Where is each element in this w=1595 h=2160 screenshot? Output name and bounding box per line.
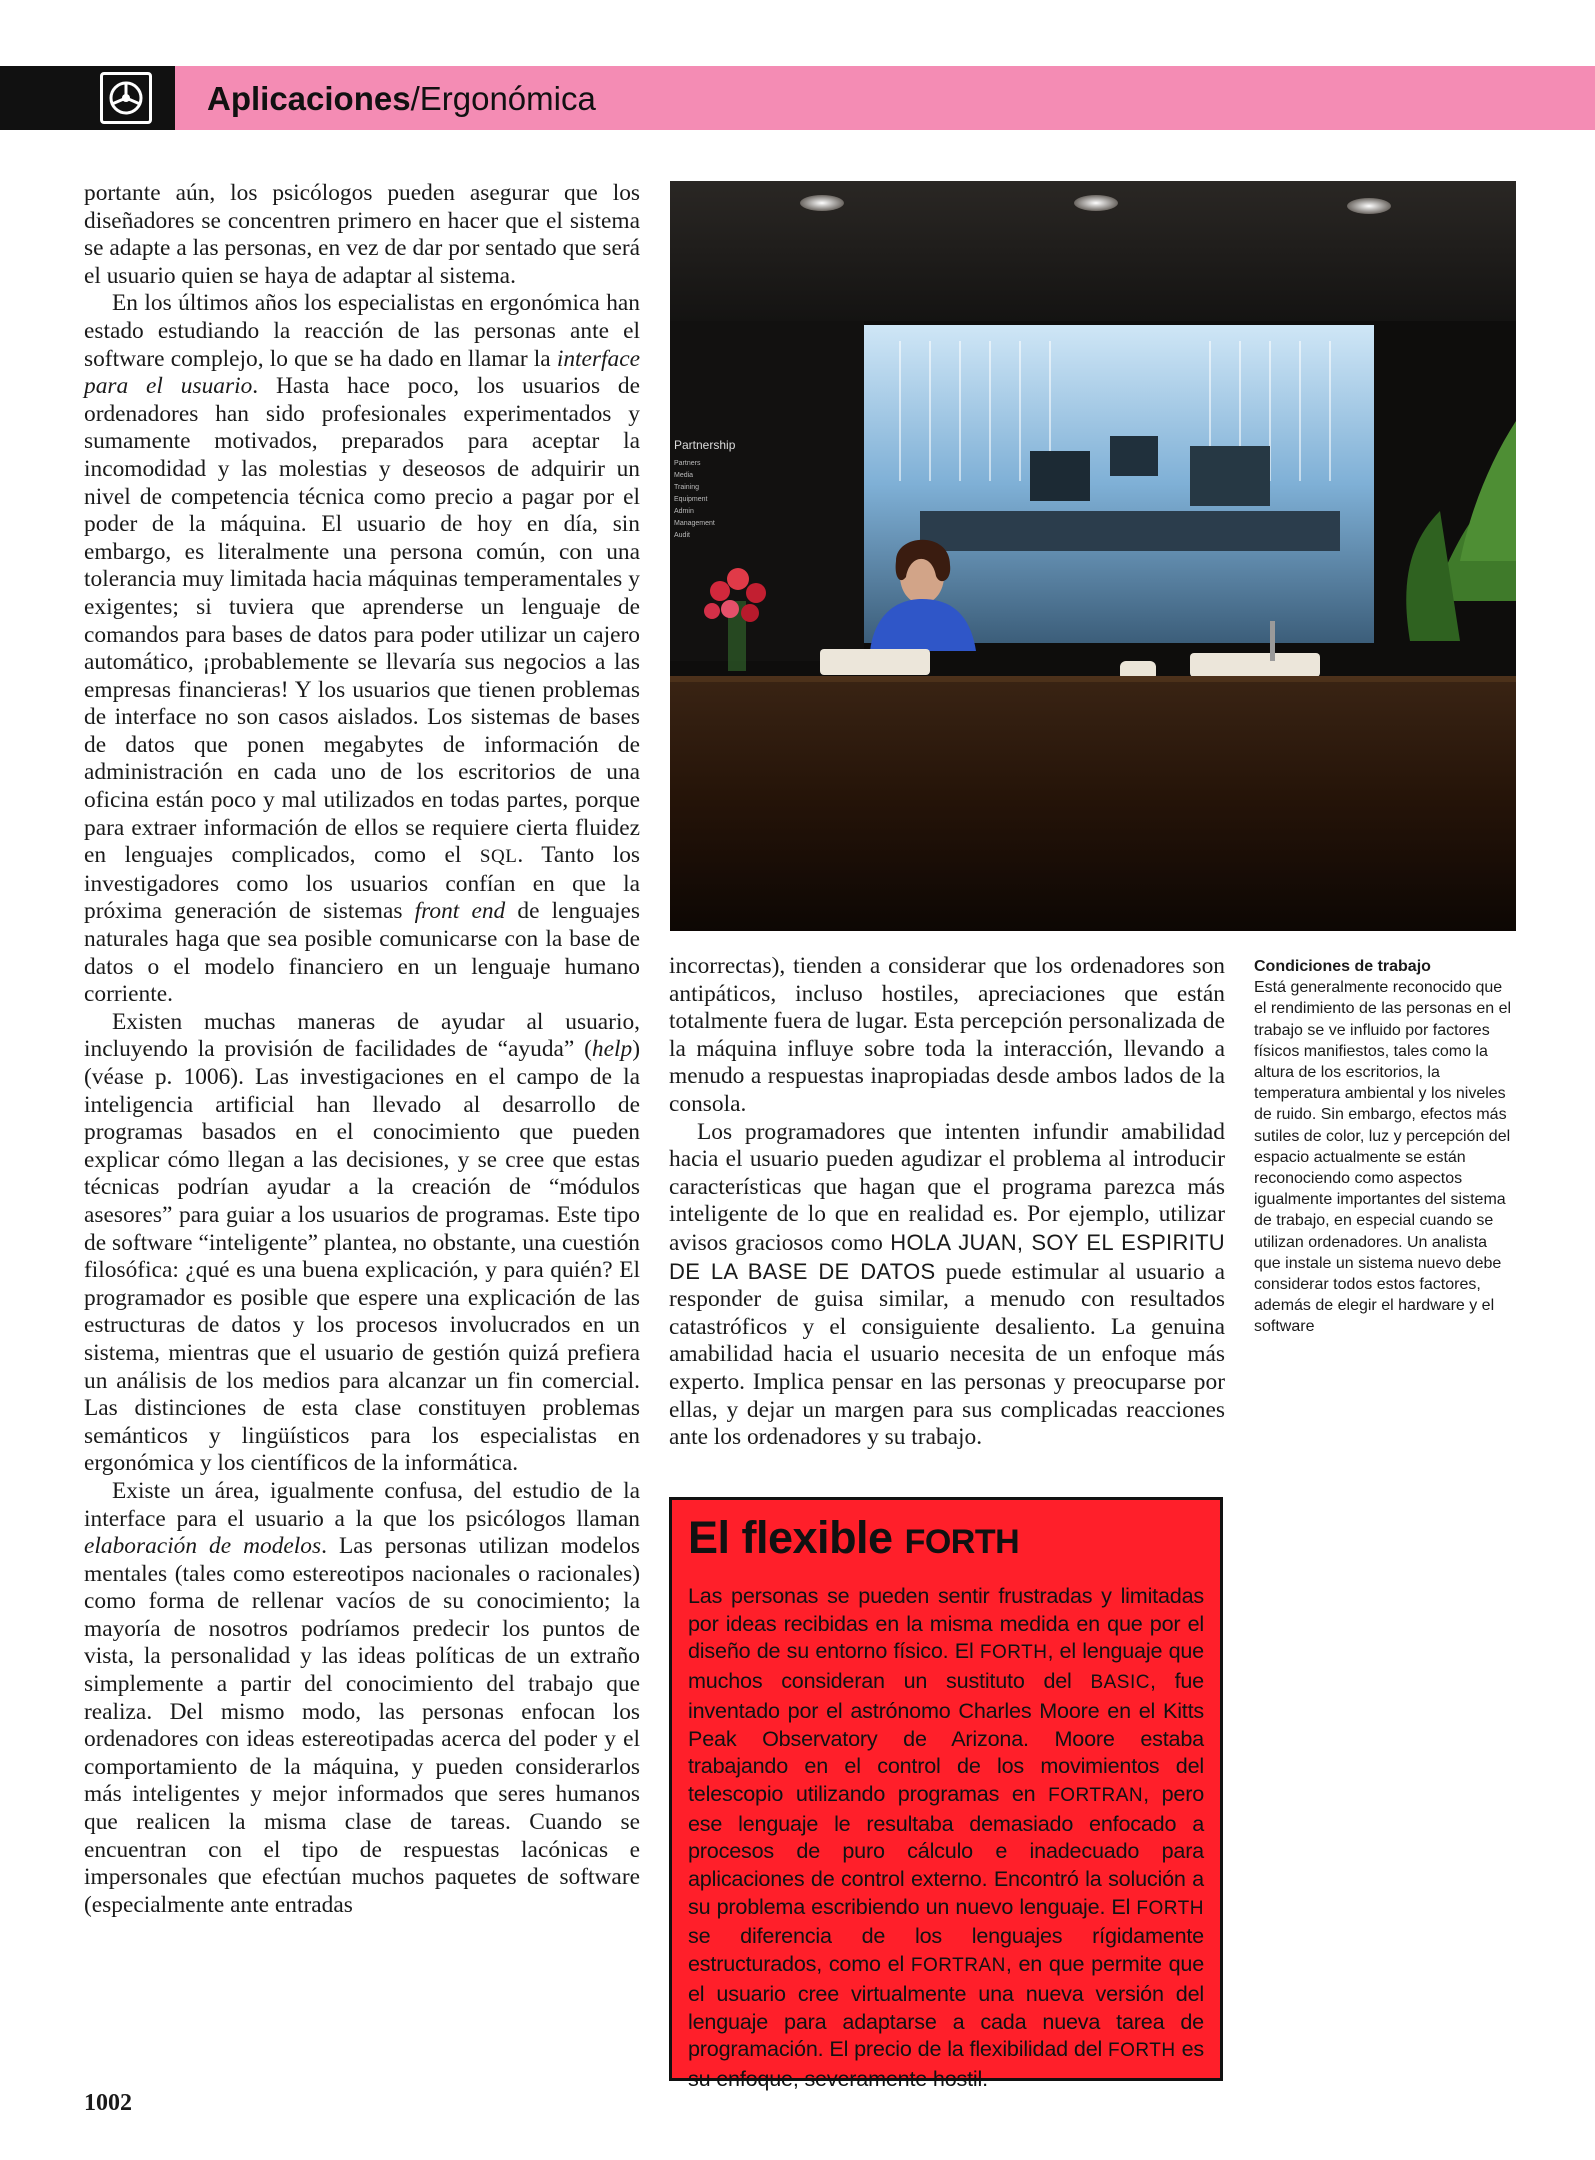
forth-sidebar bbox=[669, 1497, 1223, 2091]
text-run: Existe un área, igualmente confusa, del estudio de la interface para el usuario a la que los psicólogos llaman bbox=[84, 1477, 640, 1532]
paragraph: incorrectas), tienden a considerar que los ordenadores son antipáticos, incluso hostiles, apreciaciones que están totalmente fuera de lugar. Esta percepción personalizada de la máquina influye sobre toda la interacción, llevando a menudo a respuestas inapropiadas desde ambos lados de la consola. bbox=[669, 953, 1225, 1117]
sign-line: Partnership bbox=[674, 438, 736, 452]
photo-caption bbox=[1254, 956, 1514, 1338]
text-run: ) (véase p. 1006). Las investigaciones en el campo de la inteligencia artificial han llevado al desarrollo de programas basados en el conocimiento que pueden explicar cómo llegan a las decisiones, y se cree que estas técnicas podrían ayudar a la creación de “módulos asesores” para guiar a los usuarios de programas. Este tipo de software “inteligente” plantea, no obstante, una cuestión filosófica: ¿qué es una buena explicación, y para quién? El programador es posible que espere una explicación de las estructuras de datos y los procesos involucrados en un sistema, mientras que el usuario de gestión quizá prefiera un análisis de los medios para alcanzar un fin comercial. Las distinciones de esta clase constituyen problemas semánticos y lingüísticos para los especialistas en ergonómica y los científicos de la informática. bbox=[84, 1036, 640, 1477]
page-number: 1002 bbox=[84, 2090, 132, 2116]
text-run: se diferencia de los lenguajes rígidamente estructurados, como el bbox=[688, 1923, 1204, 1977]
section-label: Aplicaciones bbox=[207, 80, 411, 117]
fortran-term: FORTRAN bbox=[1048, 1784, 1144, 1806]
text-run: , en que permite que el usuario cree virtualmente una nueva versión del lenguaje para adaptarse a cada nueva tarea de programación. El precio de la flexibilidad del bbox=[688, 1951, 1205, 2062]
sidebar-body bbox=[688, 1582, 1204, 2093]
basic-term: BASIC bbox=[1090, 1672, 1150, 1694]
subsection-label: Ergonómica bbox=[419, 80, 596, 117]
paragraph: portante aún, los psicólogos pueden asegurar que los diseñadores se concentren primero en hacer que el sistema se adapte a las personas, en vez de dar por sentado que será el usuario quien se haya de adaptar al sistema. bbox=[84, 180, 640, 289]
middle-column-text bbox=[669, 953, 1225, 1452]
italic-term: help bbox=[591, 1036, 633, 1063]
text-run: En los últimos años los especialistas en ergonómica han estado estudiando la reacción de las personas ante el software complejo, lo que se ha dado en llamar la bbox=[84, 290, 640, 372]
sidebar-title-text: El flexible bbox=[688, 1512, 905, 1563]
sidebar-title-forth: FORTH bbox=[904, 1523, 1020, 1561]
sign-line: Management bbox=[674, 520, 715, 527]
text-run: , pero ese lenguaje le resultaba demasiado enfocado a procesos de puro cálculo e inadecuado para aplicaciones de control externo. Encontró la solución a su problema escribiendo un nuevo lenguaje. El bbox=[688, 1780, 1204, 1919]
text-run: Las personas se pueden sentir frustradas y limitadas por ideas recibidas en la misma medida en que por el diseño de su entorno físico. El bbox=[688, 1583, 1204, 1664]
text-run: Existen muchas maneras de ayudar al usuario, incluyendo la provisión de facilidades de “ayuda” ( bbox=[84, 1008, 640, 1063]
text-run: Los programadores que intenten infundir amabilidad hacia el usuario pueden agudizar el problema al introducir características que hagan que el programa parezca más inteligente de lo que en realidad es. Por ejemplo, utilizar avisos graciosos como bbox=[669, 1118, 1225, 1256]
prompt-example: HOLA JUAN, SOY EL ESPIRITU DE LA BASE DE DATOS bbox=[669, 1229, 1225, 1284]
italic-term: interface para el usuario bbox=[84, 345, 640, 400]
caption-body: Está generalmente reconocido que el rendimiento de las personas en el trabajo se ve influido por factores físicos manifiestos, tales como la altura de los escritorios, la temperatura ambiental y los niveles de ruido. Sin embargo, efectos más sutiles de color, luz y percepción del espacio actualmente se están reconociendo como aspectos igualmente importantes del sistema de trabajo, en especial cuando se utilizan ordenadores. Un analista que instale un sistema nuevo debe considerar todos estos factores, además de elegir el hardware y el software bbox=[1254, 979, 1512, 1336]
fortran-term: FORTRAN bbox=[910, 1955, 1006, 1977]
text-run: es su enfoque, severamente hostil. bbox=[688, 2036, 1204, 2091]
steering-wheel-icon bbox=[100, 72, 152, 124]
italic-term: elaboración de modelos bbox=[84, 1533, 322, 1560]
sign-line: Equipment bbox=[674, 496, 708, 503]
text-run: de lenguajes naturales haga que sea posible comunicarse con la base de datos o el modelo financiero en un lenguaje humano corriente. bbox=[84, 898, 641, 1008]
sidebar-title bbox=[688, 1512, 1204, 1568]
italic-term: front end bbox=[414, 898, 506, 925]
forth-term: FORTH bbox=[1108, 2040, 1176, 2062]
section-title bbox=[207, 74, 596, 124]
text-run: , fue inventado por el astrónomo Charles Moore en el Kitts Peak Observatory de Arizona. Moore estaba trabajando en el control de los movimientos del telescopio utilizando programas en bbox=[688, 1668, 1204, 1806]
sign-line: Partners bbox=[674, 460, 701, 467]
text-run: . Hasta hace poco, los usuarios de ordenadores han sido profesionales experimentados y sumamente motivados, preparados para aceptar la incomodidad y las molestias y deseosos de adquirir un nivel de competencia técnica como precio a pagar por el poder de la máquina. El usuario de hoy en día, sin embargo, es literalmente una persona común, con una tolerancia muy limitada hacia máquinas temperamentales y exigentes; si tuviera que aprenderse un lenguaje de comandos para bases de datos para poder utilizar un cajero automático, ¡probablemente se llevaría sus negocios a las empresas financieras! Y los usuarios que tienen problemas de interface no son casos aislados. Los sistemas de bases de datos que ponen megabytes de información de administración en cada uno de los escritorios de una oficina están poco y mal utilizados en todas partes, porque para extraer información de ellos se requiere cierta fluidez en lenguajes complicados, como el bbox=[84, 373, 640, 869]
text-run: . Tanto los investigadores como los usuarios confían en que la próxima generación de sistemas bbox=[84, 842, 640, 925]
text-run: , el lenguaje que muchos consideran un sustituto del bbox=[688, 1638, 1204, 1694]
text-run: . Las personas utilizan modelos mentales (tales como estereotipos nacionales o racionales) como forma de rellenar vacíos de su conocimiento; la mayoría de nosotros podríamos predecir los puntos de vista, la personalidad y las ideas políticas de un extraño simplemente a partir del conocimiento del trabajo que realiza. Del mismo modo, las personas enfocan los ordenadores con ideas estereotipadas acerca del poder y el comportamiento de la máquina, y pueden considerarlos más inteligentes y mejor informados que seres humanos que realicen la misma clase de tareas. Cuando se encuentran con el tipo de respuestas lacónicas e impersonales que efectúan muchos paquetes de software (especialmente ante entradas bbox=[84, 1533, 640, 1918]
sign-line: Admin bbox=[674, 508, 694, 515]
forth-term: FORTH bbox=[979, 1642, 1048, 1664]
office-photo bbox=[670, 181, 1516, 931]
left-column-text bbox=[84, 180, 640, 1919]
paragraph bbox=[669, 1119, 1225, 1452]
section-separator: / bbox=[410, 80, 420, 117]
caption-title: Condiciones de trabajo bbox=[1254, 958, 1431, 975]
paragraph bbox=[84, 290, 640, 1008]
sign-line: Media bbox=[674, 472, 694, 479]
paragraph bbox=[84, 1009, 640, 1478]
sign-line: Training bbox=[674, 484, 700, 491]
text-run: puede estimular al usuario a responder de guisa similar, a menudo con resultados catastróficos y el consiguiente desaliento. La genuina amabilidad hacia el usuario necesita de un enfoque más experto. Implica pensar en las personas y preocuparse por ellas, y dejar un margen para sus complicadas reacciones ante los ordenadores y su trabajo. bbox=[669, 1258, 1226, 1451]
sign-line: Audit bbox=[674, 532, 690, 539]
forth-term: FORTH bbox=[1136, 1897, 1204, 1919]
sql-term: SQL bbox=[479, 846, 518, 868]
paragraph bbox=[84, 1478, 640, 1920]
